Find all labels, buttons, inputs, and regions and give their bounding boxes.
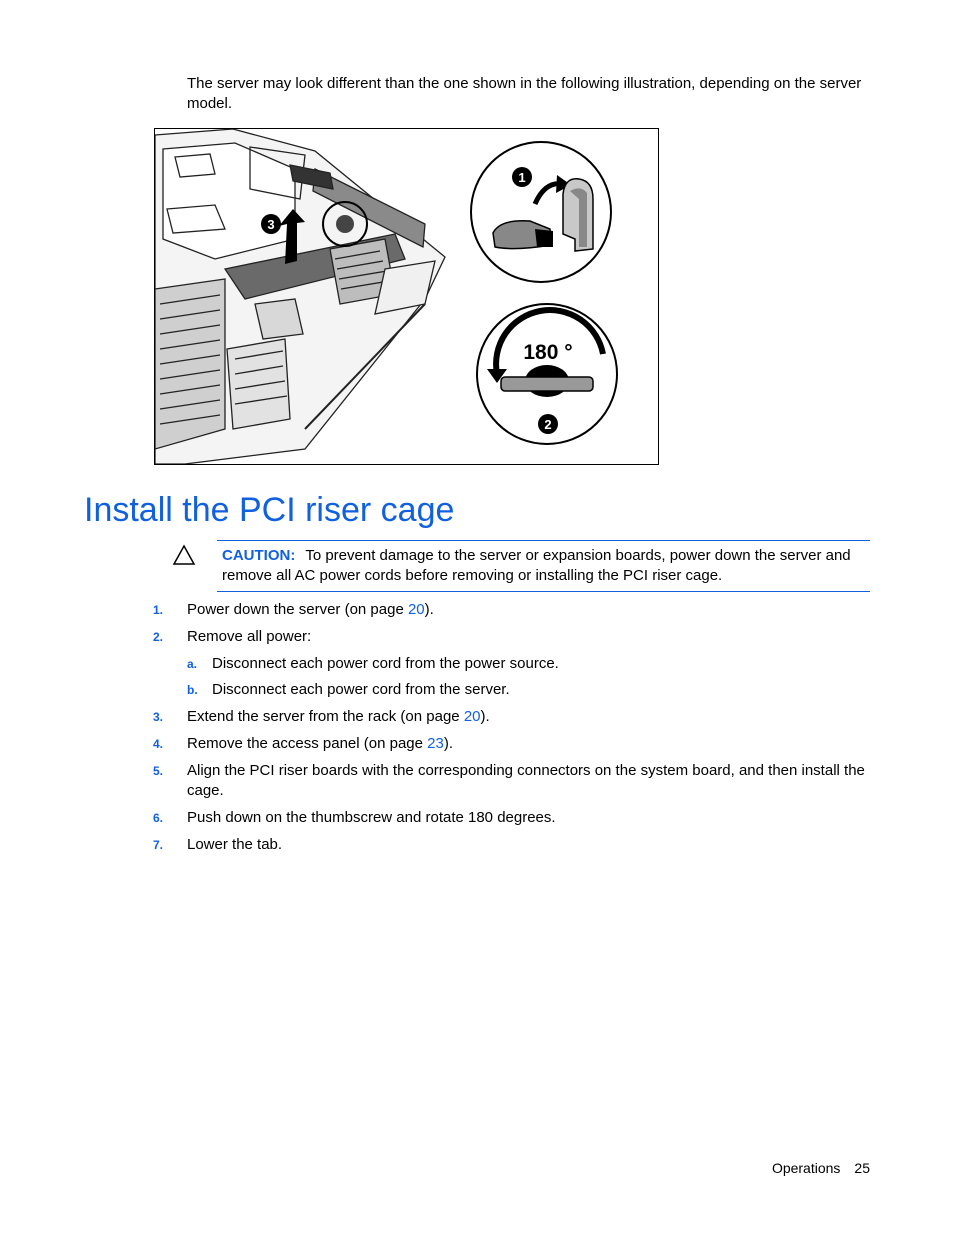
step-number: 2. — [153, 630, 164, 644]
warning-triangle-icon — [172, 544, 196, 566]
page-link[interactable]: 23 — [427, 735, 444, 752]
step-item: Power down the server (on page 20). — [187, 601, 434, 618]
step-item: Align the PCI riser boards with the corresponding connectors on the system board, and then install the cage. — [187, 762, 865, 799]
thumbscrew-drawing — [501, 377, 593, 391]
rotation-label: 180 ° — [523, 341, 573, 364]
caution-label: CAUTION: — [222, 547, 296, 564]
page-footer — [772, 1158, 870, 1178]
intro-paragraph: The server may look different than the one shown in the following illustration, depending on the server model. — [187, 75, 862, 112]
server-illustration — [154, 128, 659, 465]
step-number: 7. — [153, 838, 164, 852]
footer-page-number: 25 — [854, 1160, 870, 1176]
callout-3-label: 3 — [267, 217, 275, 232]
step-number: 3. — [153, 710, 164, 724]
callout-2-label: 2 — [544, 417, 552, 432]
step-item: Extend the server from the rack (on page 20). — [187, 708, 490, 725]
substep-letter: a. — [187, 657, 198, 671]
step-number: 6. — [153, 811, 164, 825]
substep-item: Disconnect each power cord from the server. — [212, 681, 510, 698]
step-number: 5. — [153, 764, 164, 778]
page-title: Install the PCI riser cage — [84, 491, 455, 529]
page-link[interactable]: 20 — [463, 708, 481, 725]
caution-text: To prevent damage to the server or expansion boards, power down the server and remove all AC power cords before removing or installing the PCI riser cage. — [222, 547, 851, 584]
callout-1-label: 1 — [518, 170, 526, 185]
step-number: 1. — [153, 603, 164, 617]
step-item: Remove the access panel (on page 23). — [187, 735, 454, 752]
step-item: Push down on the thumbscrew and rotate 180 degrees. — [187, 809, 556, 826]
substep-letter: b. — [187, 683, 198, 697]
substep-item: Disconnect each power cord from the power source. — [212, 655, 559, 672]
caution-notice — [217, 540, 870, 592]
step-item: Lower the tab. — [187, 836, 283, 853]
step-item: Remove all power: — [187, 628, 312, 645]
page-link[interactable]: 20 — [407, 601, 425, 618]
footer-section: Operations — [771, 1160, 841, 1176]
step-number: 4. — [153, 737, 164, 751]
server-chassis-drawing — [155, 129, 445, 464]
